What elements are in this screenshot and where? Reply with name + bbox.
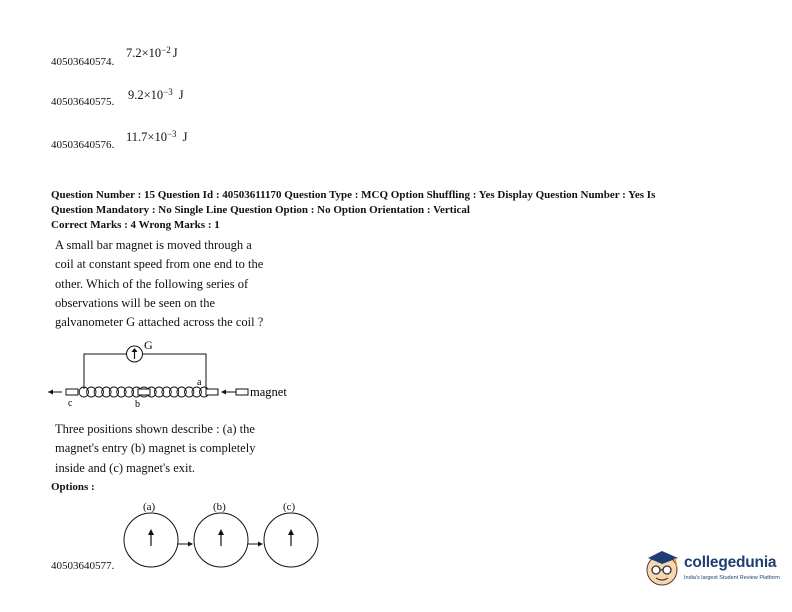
option-3-mantissa: 11.7 (126, 130, 148, 144)
label-c: c (68, 398, 73, 409)
option-id-3: 40503640576. (51, 139, 115, 151)
option-value-3 (126, 130, 187, 145)
dial-b (194, 513, 248, 567)
description-line: magnet's entry (b) magnet is completely (55, 441, 256, 456)
description-line: Three positions shown describe : (a) the (55, 422, 255, 436)
question-line: other. Which of the following series of (55, 276, 249, 291)
dial-label-a: (a) (143, 501, 156, 513)
dial-c (264, 513, 318, 567)
logo-name: collegedunia (684, 554, 777, 571)
coil-turn (162, 387, 171, 397)
option-3-exponent: −3 (166, 129, 177, 139)
left-wire (84, 354, 126, 389)
question-line: coil at constant speed from one end to the (55, 257, 264, 272)
circuit-diagram (40, 335, 300, 415)
dial-a (124, 513, 178, 567)
meta-line-3: Correct Marks : 4 Wrong Marks : 1 (51, 219, 220, 231)
dial-arrow-2-icon (248, 542, 263, 547)
description-line: inside and (c) magnet's exit. (55, 460, 196, 475)
question-line: observations will be seen on the (55, 295, 216, 310)
magnet-b-icon (138, 389, 150, 395)
option-3-unit: J (182, 130, 188, 144)
option-2-mantissa: 9.2 (128, 88, 144, 102)
question-text (55, 236, 293, 332)
coil-turn (169, 387, 178, 397)
galvanometer-label: G (144, 338, 153, 352)
meta-line-1: Question Number : 15 Question Id : 40503611170 Question Type : MCQ Option Shuffling : Yes Display Question Number : Yes Is (51, 189, 656, 201)
question-line: A small bar magnet is moved through a (55, 238, 252, 252)
dial-label-b: (b) (213, 501, 226, 513)
coil-turn (87, 387, 96, 397)
coil-turn (117, 387, 126, 397)
label-b: b (135, 399, 140, 410)
positions-description (55, 420, 293, 478)
option-1-unit: J (172, 46, 178, 60)
option-id-1: 40503640574. (51, 56, 115, 68)
times-ten: ×10 (143, 88, 164, 102)
option-value-2 (128, 88, 184, 103)
question-line: galvanometer G attached across the coil ? (55, 315, 264, 330)
option-1-exponent: −2 (161, 45, 171, 55)
meta-line-2: Question Mandatory : No Single Line Question Option : No Option Orientation : Vertical (51, 204, 470, 216)
question-meta (51, 188, 751, 233)
option-value-1 (126, 46, 178, 61)
options-label: Options : (51, 481, 95, 493)
current-option-id: 40503640577. (51, 560, 115, 572)
label-a: a (197, 377, 202, 388)
dial-arrow-1-icon (178, 542, 193, 547)
option-1-mantissa: 7.2 (126, 46, 142, 60)
times-ten: ×10 (141, 46, 162, 60)
times-ten: ×10 (147, 130, 167, 144)
coil-turn (109, 387, 118, 397)
dial-label-c: (c) (283, 501, 296, 513)
magnet-label: magnet (250, 385, 287, 399)
collegedunia-logo (644, 546, 790, 594)
mascot-icon (644, 546, 684, 590)
option-2-unit: J (178, 88, 184, 102)
option-dials (120, 510, 330, 572)
option-2-exponent: −3 (163, 87, 173, 97)
magnet-a-icon (206, 389, 248, 395)
coil-turn (192, 387, 201, 397)
magnet-c-icon (48, 389, 78, 395)
galvanometer-icon (127, 346, 143, 362)
option-id-2: 40503640575. (51, 96, 115, 108)
logo-tagline: India's largest Student Review Platform (684, 575, 780, 581)
